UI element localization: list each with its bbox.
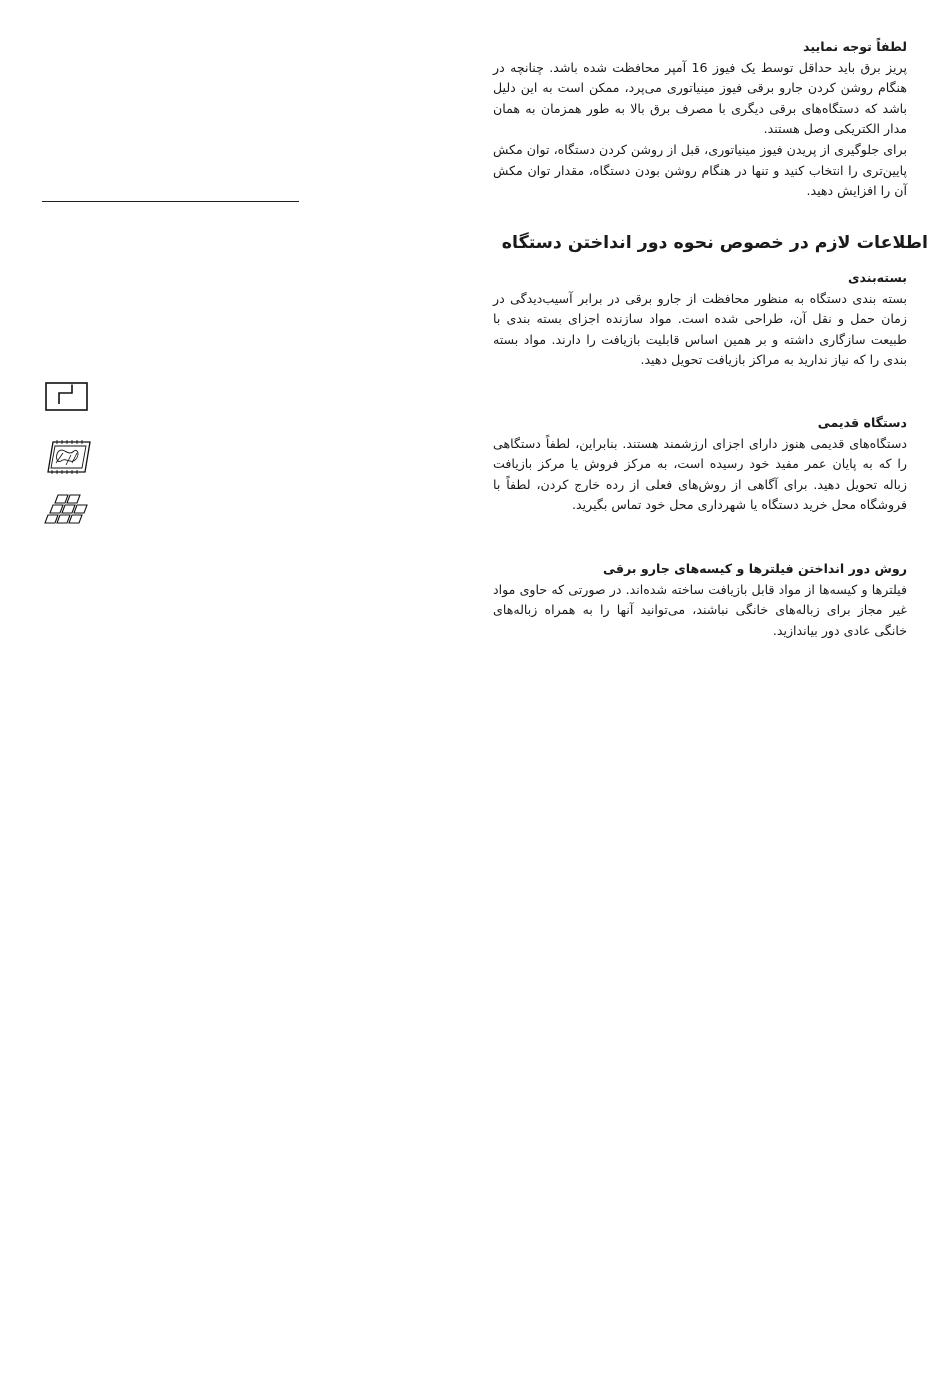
notice-block [493, 37, 907, 202]
packaging-text: بسته بندی دستگاه به منظور محافظت از جارو برقی در برابر آسیب‌دیدگی در زمان حمل و نقل آن، طراحی شده است. مواد سازنده اجزای بسته بندی با طبیعت سازگاری داشته و بر همین اساس قابلیت بازیافت را دارند. مواد بسته بندی را که نیاز ندارید به مراکز بازیافت تحویل دهید. [493, 290, 907, 368]
disposal-title: اطلاعات لازم در خصوص نحوه دور انداختن دستگاه [501, 233, 928, 253]
upholstery-nozzle-icon [44, 381, 90, 413]
notice-heading: لطفاً توجه نمایید [803, 39, 907, 54]
section-divider [42, 201, 299, 202]
circuit-board-icon [44, 439, 94, 475]
filters-heading: روش دور انداختن فیلترها و کیسه‌های جارو برقی [602, 561, 907, 576]
old-appliance-heading: دستگاه قدیمی [817, 415, 907, 430]
floor-tiles-icon [44, 492, 94, 526]
old-appliance-text: دستگاه‌های قدیمی هنوز دارای اجزای ارزشمند هستند. بنابراین، لطفاً دستگاهی را که به پایان عمر مفید خود رسیده است، به مرکز فروش یا مرکز بازیافت زباله تحویل دهید. برای آگاهی از روش‌های فعلی از رده خارج کردن، لطفاً با فروشگاه محل خرید دستگاه یا شهرداری محل خود تماس بگیرید. [493, 435, 907, 513]
old-appliance-block [493, 413, 907, 516]
notice-paragraph-suction: برای جلوگیری از پریدن فیوز مینیاتوری، قبل از روشن کردن دستگاه، توان مکش پایین‌تری را انتخاب کنید و تنها در هنگام روشن بودن دستگاه، مقدار توان مکش آن را افزایش دهید. [493, 141, 907, 199]
packaging-heading: بسته‌بندی [847, 270, 907, 285]
filters-block [493, 559, 907, 641]
notice-paragraph-fuse: پریز برق باید حداقل توسط یک فیوز 16 آمپر محافظت شده باشد. چنانچه در هنگام روشن کردن جارو برقی فیوز مینیاتوری می‌پرد، ممکن است به این دلیل باشد که دستگاه‌های برقی دیگری با مصرف برق بالا به طور همزمان به همان مدار الکتریکی وصل هستند. [493, 59, 907, 137]
filters-text: فیلترها و کیسه‌ها از مواد قابل بازیافت ساخته شده‌اند. در صورتی که حاوی مواد غیر مجاز برای زباله‌های خانگی نباشند، می‌توانید آنها را به همراه زباله‌های خانگی عادی دور بیاندازید. [493, 581, 907, 638]
packaging-block [493, 268, 907, 371]
disposal-section [470, 230, 928, 256]
